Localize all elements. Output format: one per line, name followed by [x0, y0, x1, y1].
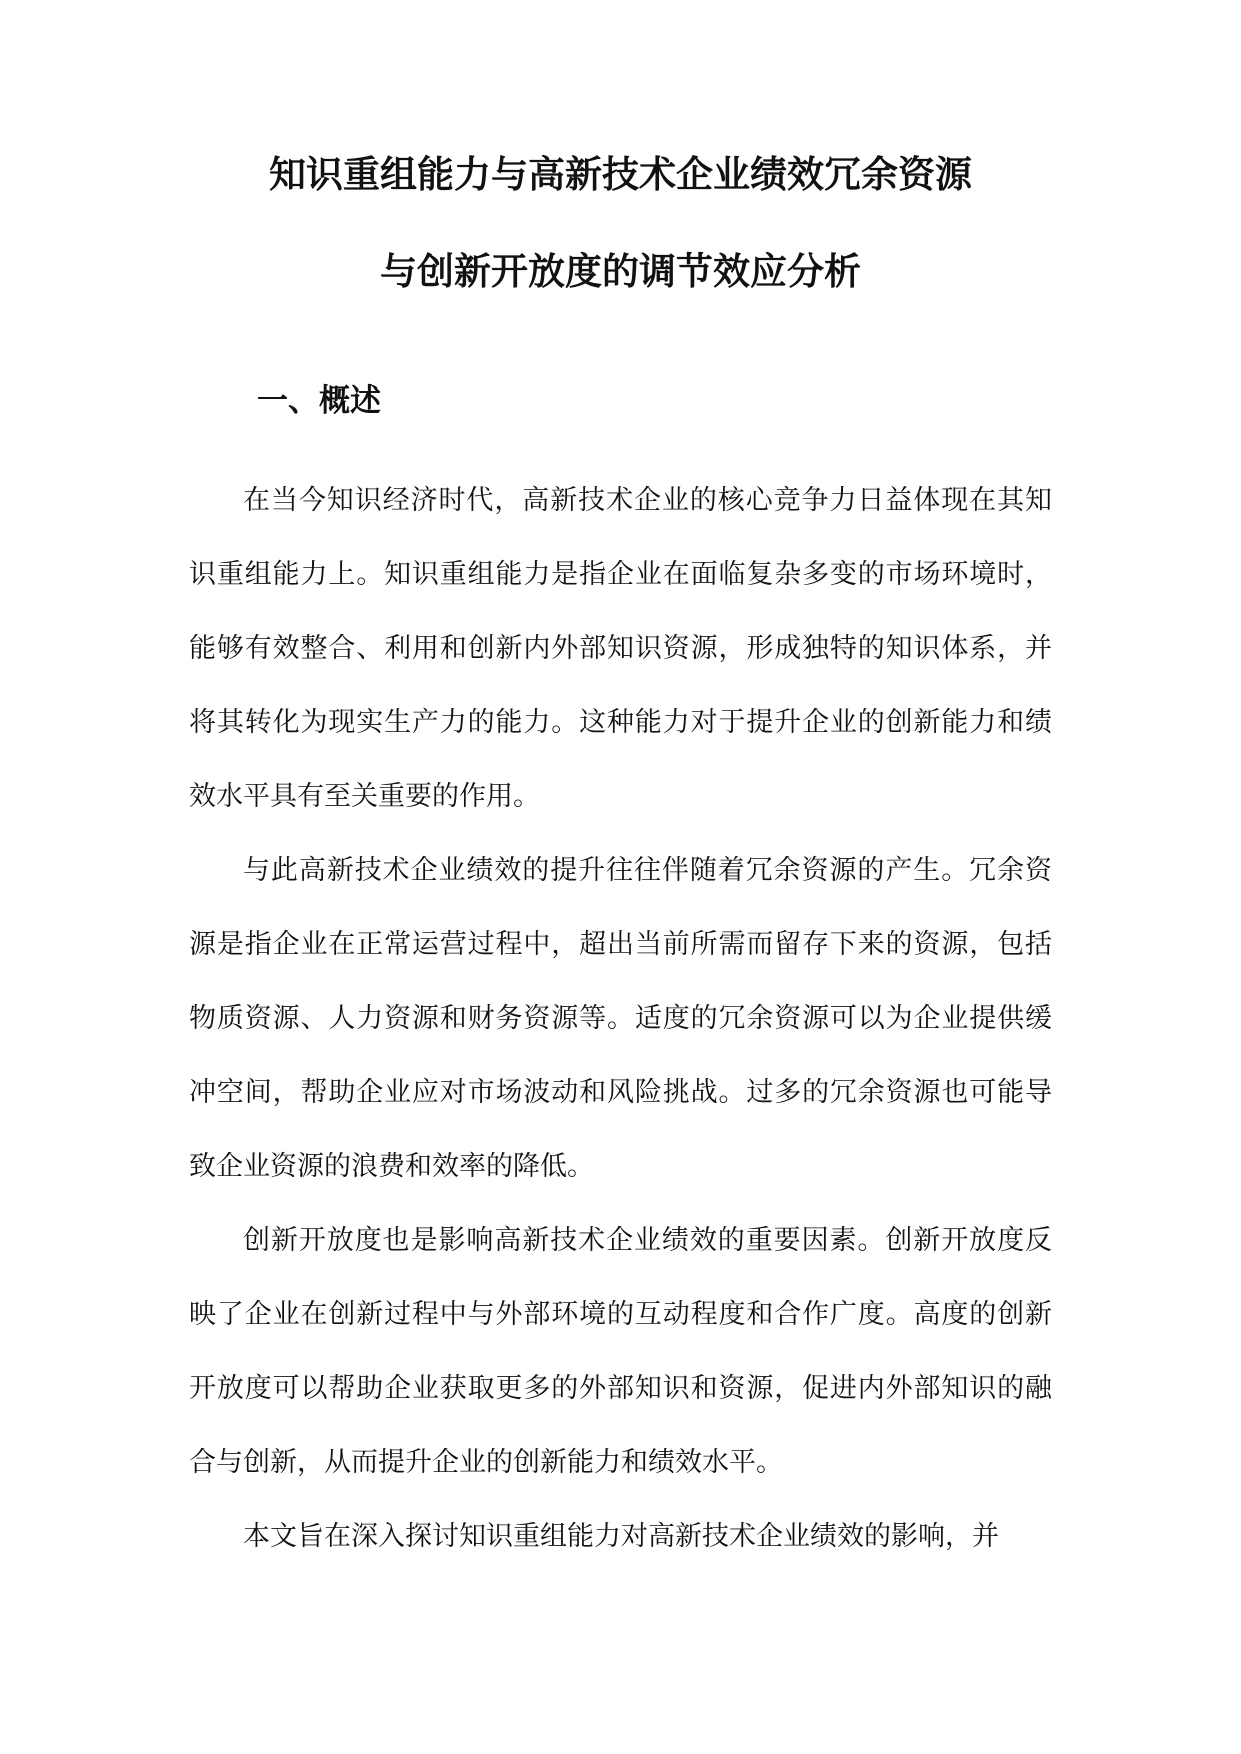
document-title-line-1: 知识重组能力与高新技术企业绩效冗余资源	[269, 153, 972, 196]
body-paragraph-3: 创新开放度也是影响高新技术企业绩效的重要因素。创新开放度反映了企业在创新过程中与外部环境的互动程度和合作广度。高度的创新开放度可以帮助企业获取更多的外部知识和资源，促进内外部知识的融合与创新，从而提升企业的创新能力和绩效水平。	[189, 1225, 1052, 1478]
body-paragraph-1: 在当今知识经济时代，高新技术企业的核心竞争力日益体现在其知识重组能力上。知识重组能力是指企业在面临复杂多变的市场环境时，能够有效整合、利用和创新内外部知识资源，形成独特的知识体系，并将其转化为现实生产力的能力。这种能力对于提升企业的创新能力和绩效水平具有至关重要的作用。	[189, 485, 1052, 812]
body-paragraph-4: 本文旨在深入探讨知识重组能力对高新技术企业绩效的影响，并	[243, 1521, 999, 1552]
body-paragraph-2: 与此高新技术企业绩效的提升往往伴随着冗余资源的产生。冗余资源是指企业在正常运营过程中，超出当前所需而留存下来的资源，包括物质资源、人力资源和财务资源等。适度的冗余资源可以为企业提供缓冲空间，帮助企业应对市场波动和风险挑战。过多的冗余资源也可能导致企业资源的浪费和效率的降低。	[189, 855, 1052, 1182]
document-title-line-2: 与创新开放度的调节效应分析	[380, 250, 861, 293]
document-body	[189, 464, 1052, 1574]
section-heading-overview: 一、概述	[257, 383, 381, 419]
